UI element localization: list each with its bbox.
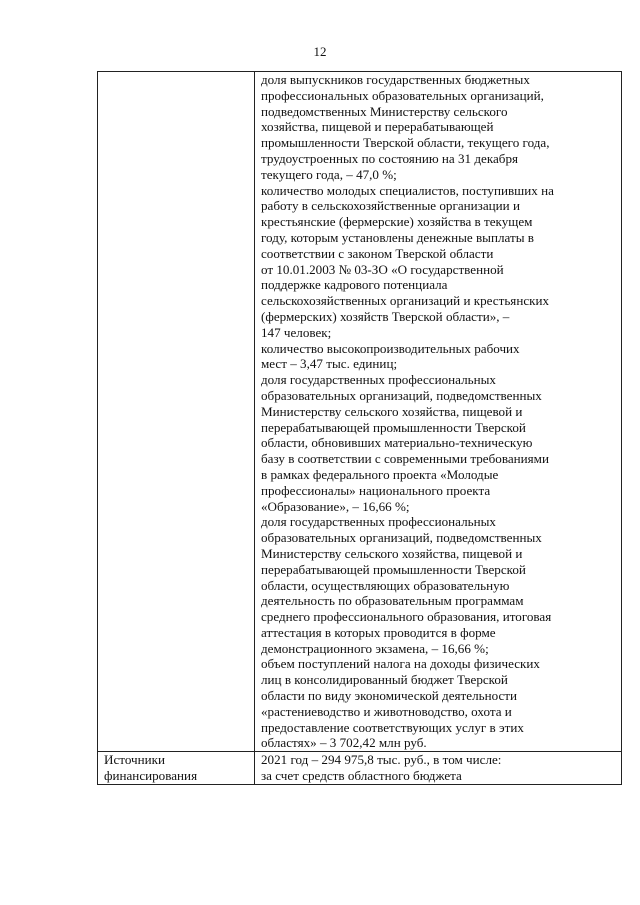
row-label-text: [104, 752, 250, 784]
text-line: 2021 год – 294 975,8 тыс. руб., в том числе:: [261, 752, 502, 768]
text-line: хозяйства, пищевой и перерабатывающей: [261, 119, 494, 135]
text-line: аттестация в которых проводится в форме: [261, 624, 496, 640]
text-line: профессиональных образовательных организаций,: [261, 87, 544, 103]
text-line: образовательных организаций, подведомственных: [261, 530, 542, 546]
text-line: трудоустроенных по состоянию на 31 декабря: [261, 150, 519, 166]
label-line: Источники: [104, 752, 165, 768]
text-line: области, обновивших материально-техническую: [261, 435, 533, 451]
text-line: лиц в консолидированный бюджет Тверской: [261, 672, 508, 688]
text-line: количество молодых специалистов, поступивших на: [261, 182, 554, 198]
text-line: объем поступлений налога на доходы физических: [261, 656, 540, 672]
row-label-cell: [98, 752, 255, 785]
text-line: доля государственных профессиональных: [261, 514, 496, 530]
row-value-cell: [255, 72, 622, 752]
text-line: базу в соответствии с современными требованиями: [261, 451, 549, 467]
row-value-cell: [255, 752, 622, 785]
indicator-paragraph: [261, 752, 617, 784]
text-line: году, которым установлены денежные выплаты в: [261, 229, 534, 245]
text-line: доля государственных профессиональных: [261, 372, 496, 388]
table-row: [98, 752, 622, 785]
text-line: демонстрационного экзамена, – 16,66 %;: [261, 640, 489, 656]
label-line: финансирования: [104, 768, 198, 784]
text-line: перерабатывающей промышленности Тверской: [261, 561, 526, 577]
text-line: количество высокопроизводительных рабочих: [261, 340, 520, 356]
text-line: области по виду экономической деятельности: [261, 688, 518, 704]
text-line: поддержке кадрового потенциала: [261, 277, 448, 293]
text-line: деятельность по образовательным программам: [261, 593, 524, 609]
text-line: подведомственных Министерству сельского: [261, 103, 508, 119]
row-value-text: [261, 72, 617, 751]
text-line: образовательных организаций, подведомственных: [261, 387, 542, 403]
indicator-paragraph: [261, 372, 617, 514]
text-line: доля выпускников государственных бюджетных: [261, 72, 530, 87]
text-line: областях» – 3 702,42 млн руб.: [261, 735, 427, 751]
text-line: промышленности Тверской области, текущего года,: [261, 135, 550, 151]
text-line: предоставление соответствующих услуг в этих: [261, 719, 524, 735]
indicator-paragraph: [261, 183, 617, 341]
text-line: в рамках федерального проекта «Молодые: [261, 466, 499, 482]
text-line: области, осуществляющих образовательную: [261, 577, 510, 593]
indicator-paragraph: [261, 656, 617, 751]
text-line: от 10.01.2003 № 03-ЗО «О государственной: [261, 261, 504, 277]
row-label-cell: [98, 72, 255, 752]
passport-table: [97, 71, 622, 785]
text-line: текущего года, – 47,0 %;: [261, 166, 397, 182]
text-line: Министерству сельского хозяйства, пищевой и: [261, 545, 523, 561]
text-line: Министерству сельского хозяйства, пищевой и: [261, 403, 523, 419]
text-line: «растениеводство и животноводство, охота и: [261, 703, 512, 719]
indicator-paragraph: [261, 341, 617, 373]
indicator-paragraph: [261, 514, 617, 656]
text-line: крестьянские (фермерские) хозяйства в текущем: [261, 214, 533, 230]
table-row: [98, 72, 622, 752]
text-line: среднего профессионального образования, итоговая: [261, 609, 552, 625]
page-number: 12: [313, 44, 327, 59]
text-line: мест – 3,47 тыс. единиц;: [261, 356, 398, 372]
text-line: соответствии с законом Тверской области: [261, 245, 494, 261]
text-line: сельскохозяйственных организаций и крестьянских: [261, 293, 550, 309]
text-line: «Образование», – 16,66 %;: [261, 498, 410, 514]
text-line: перерабатывающей промышленности Тверской: [261, 419, 526, 435]
text-line: профессионалы» национального проекта: [261, 482, 491, 498]
text-line: (фермерских) хозяйств Тверской области», –: [261, 308, 510, 324]
indicator-paragraph: [261, 72, 617, 183]
text-line: 147 человек;: [261, 324, 332, 340]
text-line: работу в сельскохозяйственные организации и: [261, 198, 520, 214]
row-value-text: [261, 752, 617, 784]
text-line: за счет средств областного бюджета: [261, 768, 462, 784]
